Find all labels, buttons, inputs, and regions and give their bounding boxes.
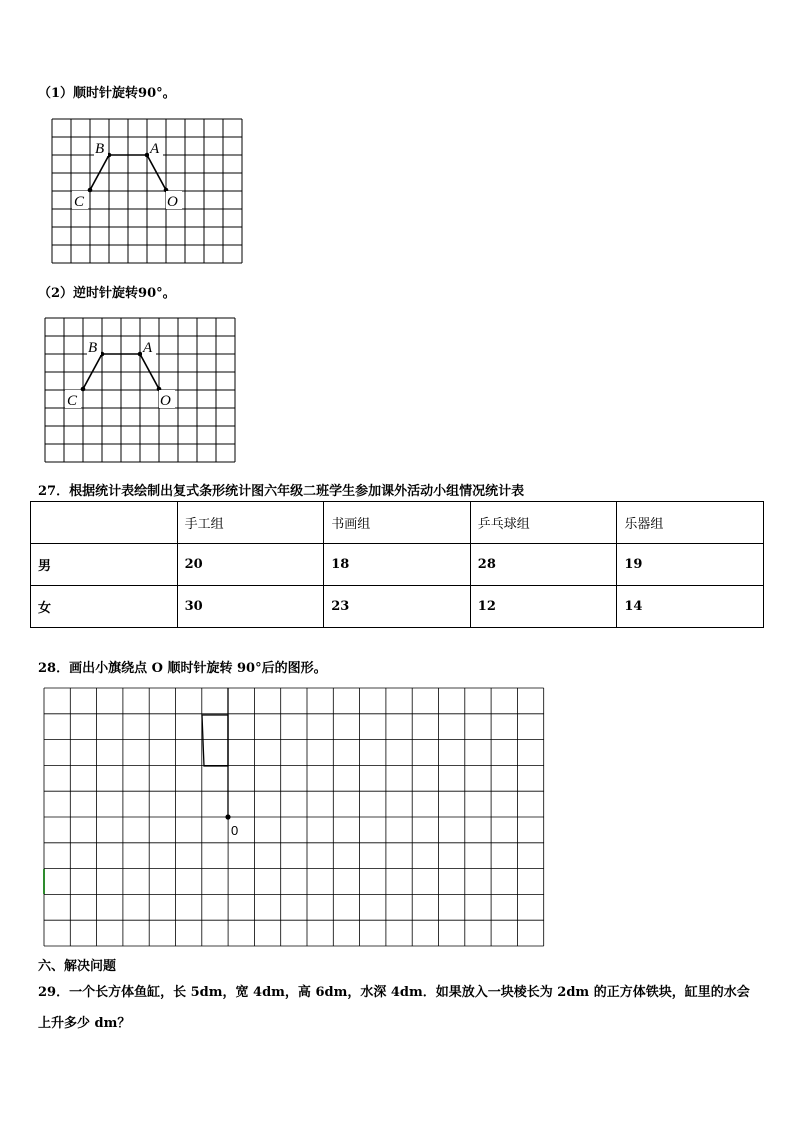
row-label: 女 <box>31 586 178 628</box>
q28-prompt: 28．画出小旗绕点 O 顺时针旋转 90°后的图形。 <box>38 661 327 676</box>
point-a <box>145 153 150 158</box>
grid-figure-1 <box>52 119 244 263</box>
label-b: B <box>95 141 105 157</box>
point-a <box>138 352 143 357</box>
table-header-cell: 乐器组 <box>617 502 764 544</box>
point-c <box>81 387 86 392</box>
point-o-label: 0 <box>231 823 239 838</box>
label-o: O <box>160 393 171 409</box>
label-o: O <box>167 194 178 210</box>
table-row <box>31 544 764 586</box>
point-c <box>88 188 93 193</box>
table-header-cell <box>31 502 178 544</box>
table-header-row <box>31 502 764 544</box>
point-o <box>225 814 230 819</box>
part1-prompt: （1）顺时针旋转90°。 <box>38 86 176 101</box>
table-cell: 30 <box>177 586 324 628</box>
grid-lines <box>44 688 544 946</box>
section-heading: 六、解决问题 <box>38 959 117 974</box>
table-cell: 19 <box>617 544 764 586</box>
flag-grid <box>44 688 544 946</box>
label-c: C <box>67 393 78 409</box>
table-row <box>31 586 764 628</box>
q29-line2: 上升多少 dm？ <box>38 1016 131 1031</box>
grid-figure-2 <box>45 318 237 462</box>
table-cell: 20 <box>177 544 324 586</box>
row-label: 男 <box>31 544 178 586</box>
table-cell: 12 <box>470 586 617 628</box>
label-c: C <box>74 194 85 210</box>
table-header-cell: 书画组 <box>324 502 471 544</box>
label-a: A <box>143 340 153 356</box>
table-cell: 28 <box>470 544 617 586</box>
activity-stats-table <box>30 501 764 628</box>
table-header-cell: 手工组 <box>177 502 324 544</box>
table-cell: 14 <box>617 586 764 628</box>
table-header-cell: 乒乓球组 <box>470 502 617 544</box>
flag-shape <box>202 715 228 766</box>
q27-prompt: 27．根据统计表绘制出复式条形统计图六年级二班学生参加课外活动小组情况统计表 <box>38 484 525 499</box>
table-cell: 23 <box>324 586 471 628</box>
label-a: A <box>150 141 160 157</box>
label-b: B <box>88 340 98 356</box>
table-cell: 18 <box>324 544 471 586</box>
q29-line1: 29．一个长方体鱼缸，长 5dm，宽 4dm，高 6dm，水深 4dm．如果放入一块棱长为 2dm 的正方体铁块，缸里的水会 <box>38 985 750 1000</box>
part2-prompt: （2）逆时针旋转90°。 <box>38 286 176 301</box>
